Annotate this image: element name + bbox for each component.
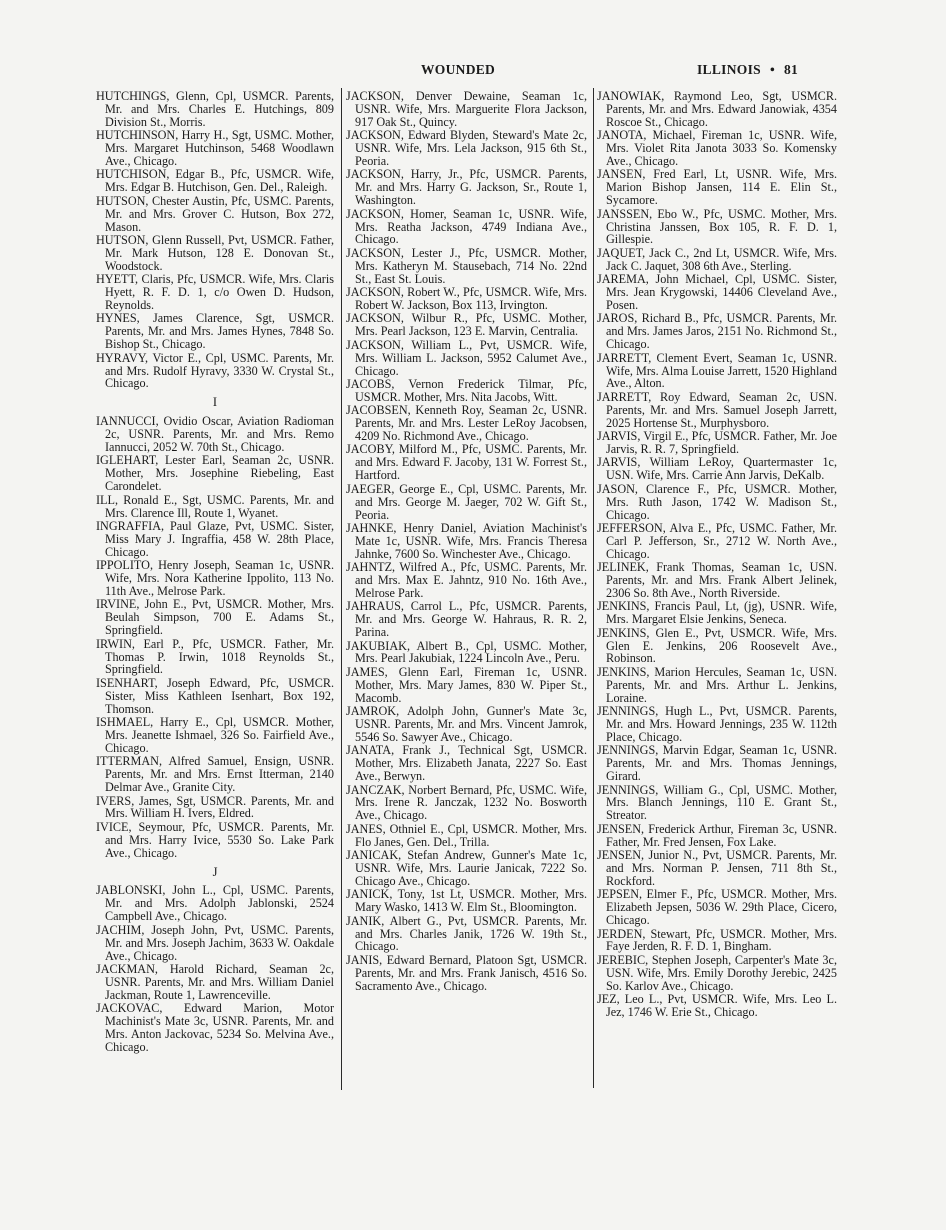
- casualty-entry: HUTSON, Glenn Russell, Pvt, USMCR. Father, Mr. Mark Hutson, 128 E. Donovan St., Woodstock.: [96, 232, 334, 273]
- casualty-entry: HUTSON, Chester Austin, Pfc, USMC. Parents, Mr. and Mrs. Grover C. Hutson, Box 272, Mason.: [96, 193, 334, 234]
- casualty-entry: HYETT, Claris, Pfc, USMCR. Wife, Mrs. Claris Hyett, R. F. D. 1, c/o Owen D. Hudson, Reynolds.: [96, 272, 334, 312]
- section-title: WOUNDED: [421, 62, 496, 77]
- casualty-entry: JANSEN, Fred Earl, Lt, USNR. Wife, Mrs. Marion Bishop Jansen, 114 E. Elin St., Sycamore.: [597, 167, 837, 208]
- casualty-entry: HUTCHINGS, Glenn, Cpl, USMCR. Parents, Mr. and Mrs. Charles E. Hutchings, 809 Division St., Morris.: [96, 89, 334, 129]
- casualty-entry: JACKOVAC, Edward Marion, Motor Machinist's Mate 3c, USNR. Parents, Mr. and Mrs. Anton Jackovac, 5234 So. Melvina Ave., Chicago.: [96, 1001, 334, 1054]
- casualty-entry: JANES, Othniel E., Cpl, USMCR. Mother, Mrs. Flo Janes, Gen. Del., Trilla.: [346, 821, 587, 849]
- casualty-entry: JERDEN, Stewart, Pfc, USMCR. Mother, Mrs. Faye Jerden, R. F. D. 1, Bingham.: [597, 926, 837, 954]
- casualty-entry: JENKINS, Glen E., Pvt, USMCR. Wife, Mrs. Glen E. Jenkins, 206 Roosevelt Ave., Robinson.: [597, 625, 837, 666]
- casualty-entry: JAHNTZ, Wilfred A., Pfc, USMC. Parents, Mr. and Mrs. Max E. Jahntz, 910 No. 16th Ave., Melrose Park.: [346, 560, 587, 600]
- column-3: [597, 90, 837, 1019]
- casualty-entry: JENNINGS, William G., Cpl, USMC. Mother, Mrs. Blanch Jennings, 110 E. Grant St., Streator.: [597, 782, 837, 823]
- casualty-entry: JAKUBIAK, Albert B., Cpl, USMC. Mother, Mrs. Pearl Jakubiak, 1224 Lincoln Ave., Peru.: [346, 638, 587, 666]
- casualty-entry: JACKSON, Robert W., Pfc, USMCR. Wife, Mrs. Robert W. Jackson, Box 113, Irvington.: [346, 285, 587, 312]
- casualty-entry: JENSEN, Frederick Arthur, Fireman 3c, USNR. Father, Mr. Fred Jensen, Fox Lake.: [597, 821, 837, 849]
- casualty-entry: JASON, Clarence F., Pfc, USMCR. Mother, Mrs. Ruth Jason, 1742 W. Madison St., Chicago.: [597, 481, 837, 522]
- casualty-entry: JAHNKE, Henry Daniel, Aviation Machinist's Mate 1c, USNR. Wife, Mrs. Francis Theresa Jahnke, 7600 So. Winchester Ave., Chicago.: [346, 520, 587, 561]
- column-1: [96, 90, 334, 1054]
- casualty-entry: JENSEN, Junior N., Pvt, USMCR. Parents, Mr. and Mrs. Norman P. Jensen, 711 8th St., Rockford.: [597, 848, 837, 888]
- casualty-entry: JACKSON, Denver Dewaine, Seaman 1c, USNR. Wife, Mrs. Marguerite Flora Jackson, 917 Oak St., Quincy.: [346, 89, 587, 129]
- casualty-entry: JANICK, Tony, 1st Lt, USMCR. Mother, Mrs. Mary Wasko, 1413 W. Elm St., Bloomington.: [346, 887, 587, 915]
- casualty-entry: JANOWIAK, Raymond Leo, Sgt, USMCR. Parents, Mr. and Mrs. Edward Janowiak, 4354 Roscoe St., Chicago.: [597, 89, 837, 129]
- casualty-entry: JANICAK, Stefan Andrew, Gunner's Mate 1c, USNR. Wife, Mrs. Laurie Janicak, 7222 So. Chicago Ave., Chicago.: [346, 848, 587, 888]
- casualty-entry: JACKSON, Harry, Jr., Pfc, USMCR. Parents, Mr. and Mrs. Harry G. Jackson, Sr., Route 1, Washington.: [346, 167, 587, 208]
- casualty-entry: JEZ, Leo L., Pvt, USMCR. Wife, Mrs. Leo L. Jez, 1746 W. Erie St., Chicago.: [597, 992, 837, 1019]
- casualty-entry: JANATA, Frank J., Technical Sgt, USMCR. Mother, Mrs. Elizabeth Janata, 2227 So. East Ave., Berwyn.: [346, 743, 587, 784]
- casualty-entry: JAREMA, John Michael, Cpl, USMC. Sister, Mrs. Jean Krygowski, 14406 Cleveland Ave., Posen.: [597, 272, 837, 312]
- casualty-entry: IRWIN, Earl P., Pfc, USMCR. Father, Mr. Thomas P. Irwin, 1018 Reynolds St., Springfield.: [96, 636, 334, 677]
- casualty-entry: JAQUET, Jack C., 2nd Lt, USMCR. Wife, Mrs. Jack C. Jaquet, 308 6th Ave., Sterling.: [597, 245, 837, 273]
- casualty-entry: JARVIS, William LeRoy, Quartermaster 1c, USN. Wife, Mrs. Carrie Ann Jarvis, DeKalb.: [597, 455, 837, 483]
- casualty-entry: JAMES, Glenn Earl, Fireman 1c, USNR. Mother, Mrs. Mary James, 830 W. Piper St., Macomb.: [346, 664, 587, 705]
- casualty-entry: HYNES, James Clarence, Sgt, USMCR. Parents, Mr. and Mrs. James Hynes, 7848 So. Bishop St., Chicago.: [96, 311, 334, 352]
- casualty-entry: IVICE, Seymour, Pfc, USMCR. Parents, Mr. and Mrs. Harry Ivice, 5530 So. Lake Park Ave., Chicago.: [96, 819, 334, 860]
- casualty-entry: INGRAFFIA, Paul Glaze, Pvt, USMC. Sister, Miss Mary J. Ingraffia, 458 W. 28th Place, Chicago.: [96, 519, 334, 559]
- casualty-entry: ISHMAEL, Harry E., Cpl, USMCR. Mother, Mrs. Jeanette Ishmael, 326 So. Fairfield Ave., Chicago.: [96, 715, 334, 755]
- column-divider-2: [593, 88, 594, 1088]
- casualty-entry: JABLONSKI, John L., Cpl, USMC. Parents, Mr. and Mrs. Adolph Jablonski, 2524 Campbell Ave., Chicago.: [96, 883, 334, 924]
- page-header: [0, 62, 946, 84]
- casualty-entry: JACKSON, William L., Pvt, USMCR. Wife, Mrs. William L. Jackson, 5952 Calumet Ave., Chicago.: [346, 337, 587, 378]
- casualty-entry: JENKINS, Marion Hercules, Seaman 1c, USN. Parents, Mr. and Mrs. Arthur L. Jenkins, Loraine.: [597, 664, 837, 705]
- casualty-entry: JACKSON, Homer, Seaman 1c, USNR. Wife, Mrs. Reatha Jackson, 4749 Indiana Ave., Chicago.: [346, 206, 587, 247]
- casualty-entry: IGLEHART, Lester Earl, Seaman 2c, USNR. Mother, Mrs. Josephine Riebeling, East Carondelet.: [96, 453, 334, 494]
- casualty-entry: JARVIS, Virgil E., Pfc, USMCR. Father, Mr. Joe Jarvis, R. R. 7, Springfield.: [597, 429, 837, 456]
- casualty-entry: HYRAVY, Victor E., Cpl, USMC. Parents, Mr. and Mrs. Rudolf Hyravy, 3330 W. Crystal St., Chicago.: [96, 350, 334, 391]
- casualty-entry: JACKSON, Edward Blyden, Steward's Mate 2c, USNR. Wife, Mrs. Lela Jackson, 915 6th St., Peoria.: [346, 128, 587, 169]
- casualty-entry: ISENHART, Joseph Edward, Pfc, USMCR. Sister, Miss Kathleen Isenhart, Box 192, Thomson.: [96, 675, 334, 716]
- casualty-entry: JAMROK, Adolph John, Gunner's Mate 3c, USNR. Parents, Mr. and Mrs. Vincent Jamrok, 5546 So. Sawyer Ave., Chicago.: [346, 704, 587, 744]
- casualty-entry: JENNINGS, Marvin Edgar, Seaman 1c, USNR. Parents, Mr. and Mrs. Thomas Jennings, Girard.: [597, 743, 837, 784]
- casualty-entry: JAEGER, George E., Cpl, USMC. Parents, Mr. and Mrs. George M. Jaeger, 702 W. Gift St., Peoria.: [346, 481, 587, 522]
- casualty-entry: JACOBSEN, Kenneth Roy, Seaman 2c, USNR. Parents, Mr. and Mrs. Lester LeRoy Jacobsen, 4209 No. Richmond Ave., Chicago.: [346, 403, 587, 444]
- casualty-entry: HUTCHINSON, Harry H., Sgt, USMC. Mother, Mrs. Margaret Hutchinson, 5468 Woodlawn Ave., Chicago.: [96, 128, 334, 169]
- casualty-entry: HUTCHISON, Edgar B., Pfc, USMCR. Wife, Mrs. Edgar B. Hutchison, Gen. Del., Raleigh.: [96, 167, 334, 195]
- page-number: 81: [783, 62, 799, 77]
- casualty-entry: JARRETT, Clement Evert, Seaman 1c, USNR. Wife, Mrs. Alma Louise Jarrett, 1520 Highland Ave., Alton.: [597, 350, 837, 391]
- casualty-entry: JANCZAK, Norbert Bernard, Pfc, USMC. Wife, Mrs. Irene R. Janczak, 1232 No. Bosworth Ave., Chicago.: [346, 782, 587, 823]
- casualty-entry: JACKSON, Wilbur R., Pfc, USMC. Mother, Mrs. Pearl Jackson, 123 E. Marvin, Centralia.: [346, 311, 587, 339]
- casualty-entry: JANIS, Edward Bernard, Platoon Sgt, USMCR. Parents, Mr. and Mrs. Frank Janisch, 4516 So. Sacramento Ave., Chicago.: [346, 952, 587, 993]
- casualty-entry: JACOBS, Vernon Frederick Tilmar, Pfc, USMCR. Mother, Mrs. Nita Jacobs, Witt.: [346, 376, 587, 404]
- casualty-entry: JEFFERSON, Alva E., Pfc, USMC. Father, Mr. Carl P. Jefferson, Sr., 2712 W. North Ave., Chicago.: [597, 520, 837, 561]
- state-name: ILLINOIS: [697, 62, 761, 77]
- casualty-entry: JEREBIC, Stephen Joseph, Carpenter's Mate 3c, USN. Wife, Mrs. Emily Dorothy Jerebic, 2425 So. Karlov Ave., Chicago.: [597, 952, 837, 993]
- casualty-entry: JANOTA, Michael, Fireman 1c, USNR. Wife, Mrs. Violet Rita Janota 3033 So. Komensky Ave., Chicago.: [597, 128, 837, 169]
- column-divider-1: [341, 88, 342, 1090]
- casualty-entry: JENNINGS, Hugh L., Pvt, USMCR. Parents, Mr. and Mrs. Howard Jennings, 235 W. 112th Place, Chicago.: [597, 704, 837, 744]
- casualty-entry: JACHIM, Joseph John, Pvt, USMC. Parents, Mr. and Mrs. Joseph Jachim, 3633 W. Oakdale Ave., Chicago.: [96, 922, 334, 963]
- casualty-entry: ILL, Ronald E., Sgt, USMC. Parents, Mr. and Mrs. Clarence Ill, Route 1, Wyanet.: [96, 492, 334, 520]
- casualty-entry: JACKMAN, Harold Richard, Seaman 2c, USNR. Parents, Mr. and Mrs. William Daniel Jackman, Route 1, Lawrenceville.: [96, 961, 334, 1002]
- casualty-entry: IPPOLITO, Henry Joseph, Seaman 1c, USNR. Wife, Mrs. Nora Katherine Ippolito, 113 No. 11th Ave., Melrose Park.: [96, 558, 334, 599]
- casualty-entry: JENKINS, Francis Paul, Lt, (jg), USNR. Wife, Mrs. Margaret Elsie Jenkins, Seneca.: [597, 599, 837, 627]
- casualty-entry: JAHRAUS, Carrol L., Pfc, USMCR. Parents, Mr. and Mrs. George W. Hahraus, R. R. 2, Parina.: [346, 599, 587, 640]
- section-letter: J: [212, 864, 218, 879]
- casualty-entry: IANNUCCI, Ovidio Oscar, Aviation Radioman 2c, USNR. Parents, Mr. and Mrs. Remo Iannucci, 2052 W. 70th St., Chicago.: [96, 414, 334, 455]
- casualty-entry: JACKSON, Lester J., Pfc, USMCR. Mother, Mrs. Katheryn M. Stausebach, 714 No. 22nd St., East St. Louis.: [346, 245, 587, 286]
- casualty-entry: JACOBY, Milford M., Pfc, USMC. Parents, Mr. and Mrs. Edward F. Jacoby, 131 W. Forrest St., Hartford.: [346, 442, 587, 483]
- casualty-entry: JAROS, Richard B., Pfc, USMCR. Parents, Mr. and Mrs. James Jaros, 2151 No. Richmond St., Chicago.: [597, 311, 837, 352]
- casualty-entry: JANSSEN, Ebo W., Pfc, USMC. Mother, Mrs. Christina Janssen, Box 105, R. F. D. 1, Gillespie.: [597, 206, 837, 247]
- casualty-entry: IVERS, James, Sgt, USMCR. Parents, Mr. and Mrs. William H. Ivers, Eldred.: [96, 793, 334, 821]
- casualty-entry: JANIK, Albert G., Pvt, USMCR. Parents, Mr. and Mrs. Charles Janik, 1726 W. 19th St., Chicago.: [346, 913, 587, 954]
- casualty-entry: JELINEK, Frank Thomas, Seaman 1c, USN. Parents, Mr. and Mrs. Frank Albert Jelinek, 2306 So. 8th Ave., North Riverside.: [597, 560, 837, 600]
- casualty-entry: IRVINE, John E., Pvt, USMCR. Mother, Mrs. Beulah Simpson, 700 E. Adams St., Springfield.: [96, 597, 334, 638]
- state-and-page: [697, 62, 798, 78]
- casualty-entry: JARRETT, Roy Edward, Seaman 2c, USN. Parents, Mr. and Mrs. Samuel Joseph Jarrett, 2025 Hortense St., Murphysboro.: [597, 389, 837, 430]
- column-2: [346, 90, 587, 993]
- section-letter: I: [212, 395, 218, 410]
- bullet-separator: •: [769, 62, 775, 77]
- casualty-entry: ITTERMAN, Alfred Samuel, Ensign, USNR. Parents, Mr. and Mrs. Ernst Itterman, 2140 Delmar Ave., Granite City.: [96, 754, 334, 795]
- casualty-entry: JEPSEN, Elmer F., Pfc, USMCR. Mother, Mrs. Elizabeth Jepsen, 5036 W. 29th Place, Cicero, Chicago.: [597, 887, 837, 928]
